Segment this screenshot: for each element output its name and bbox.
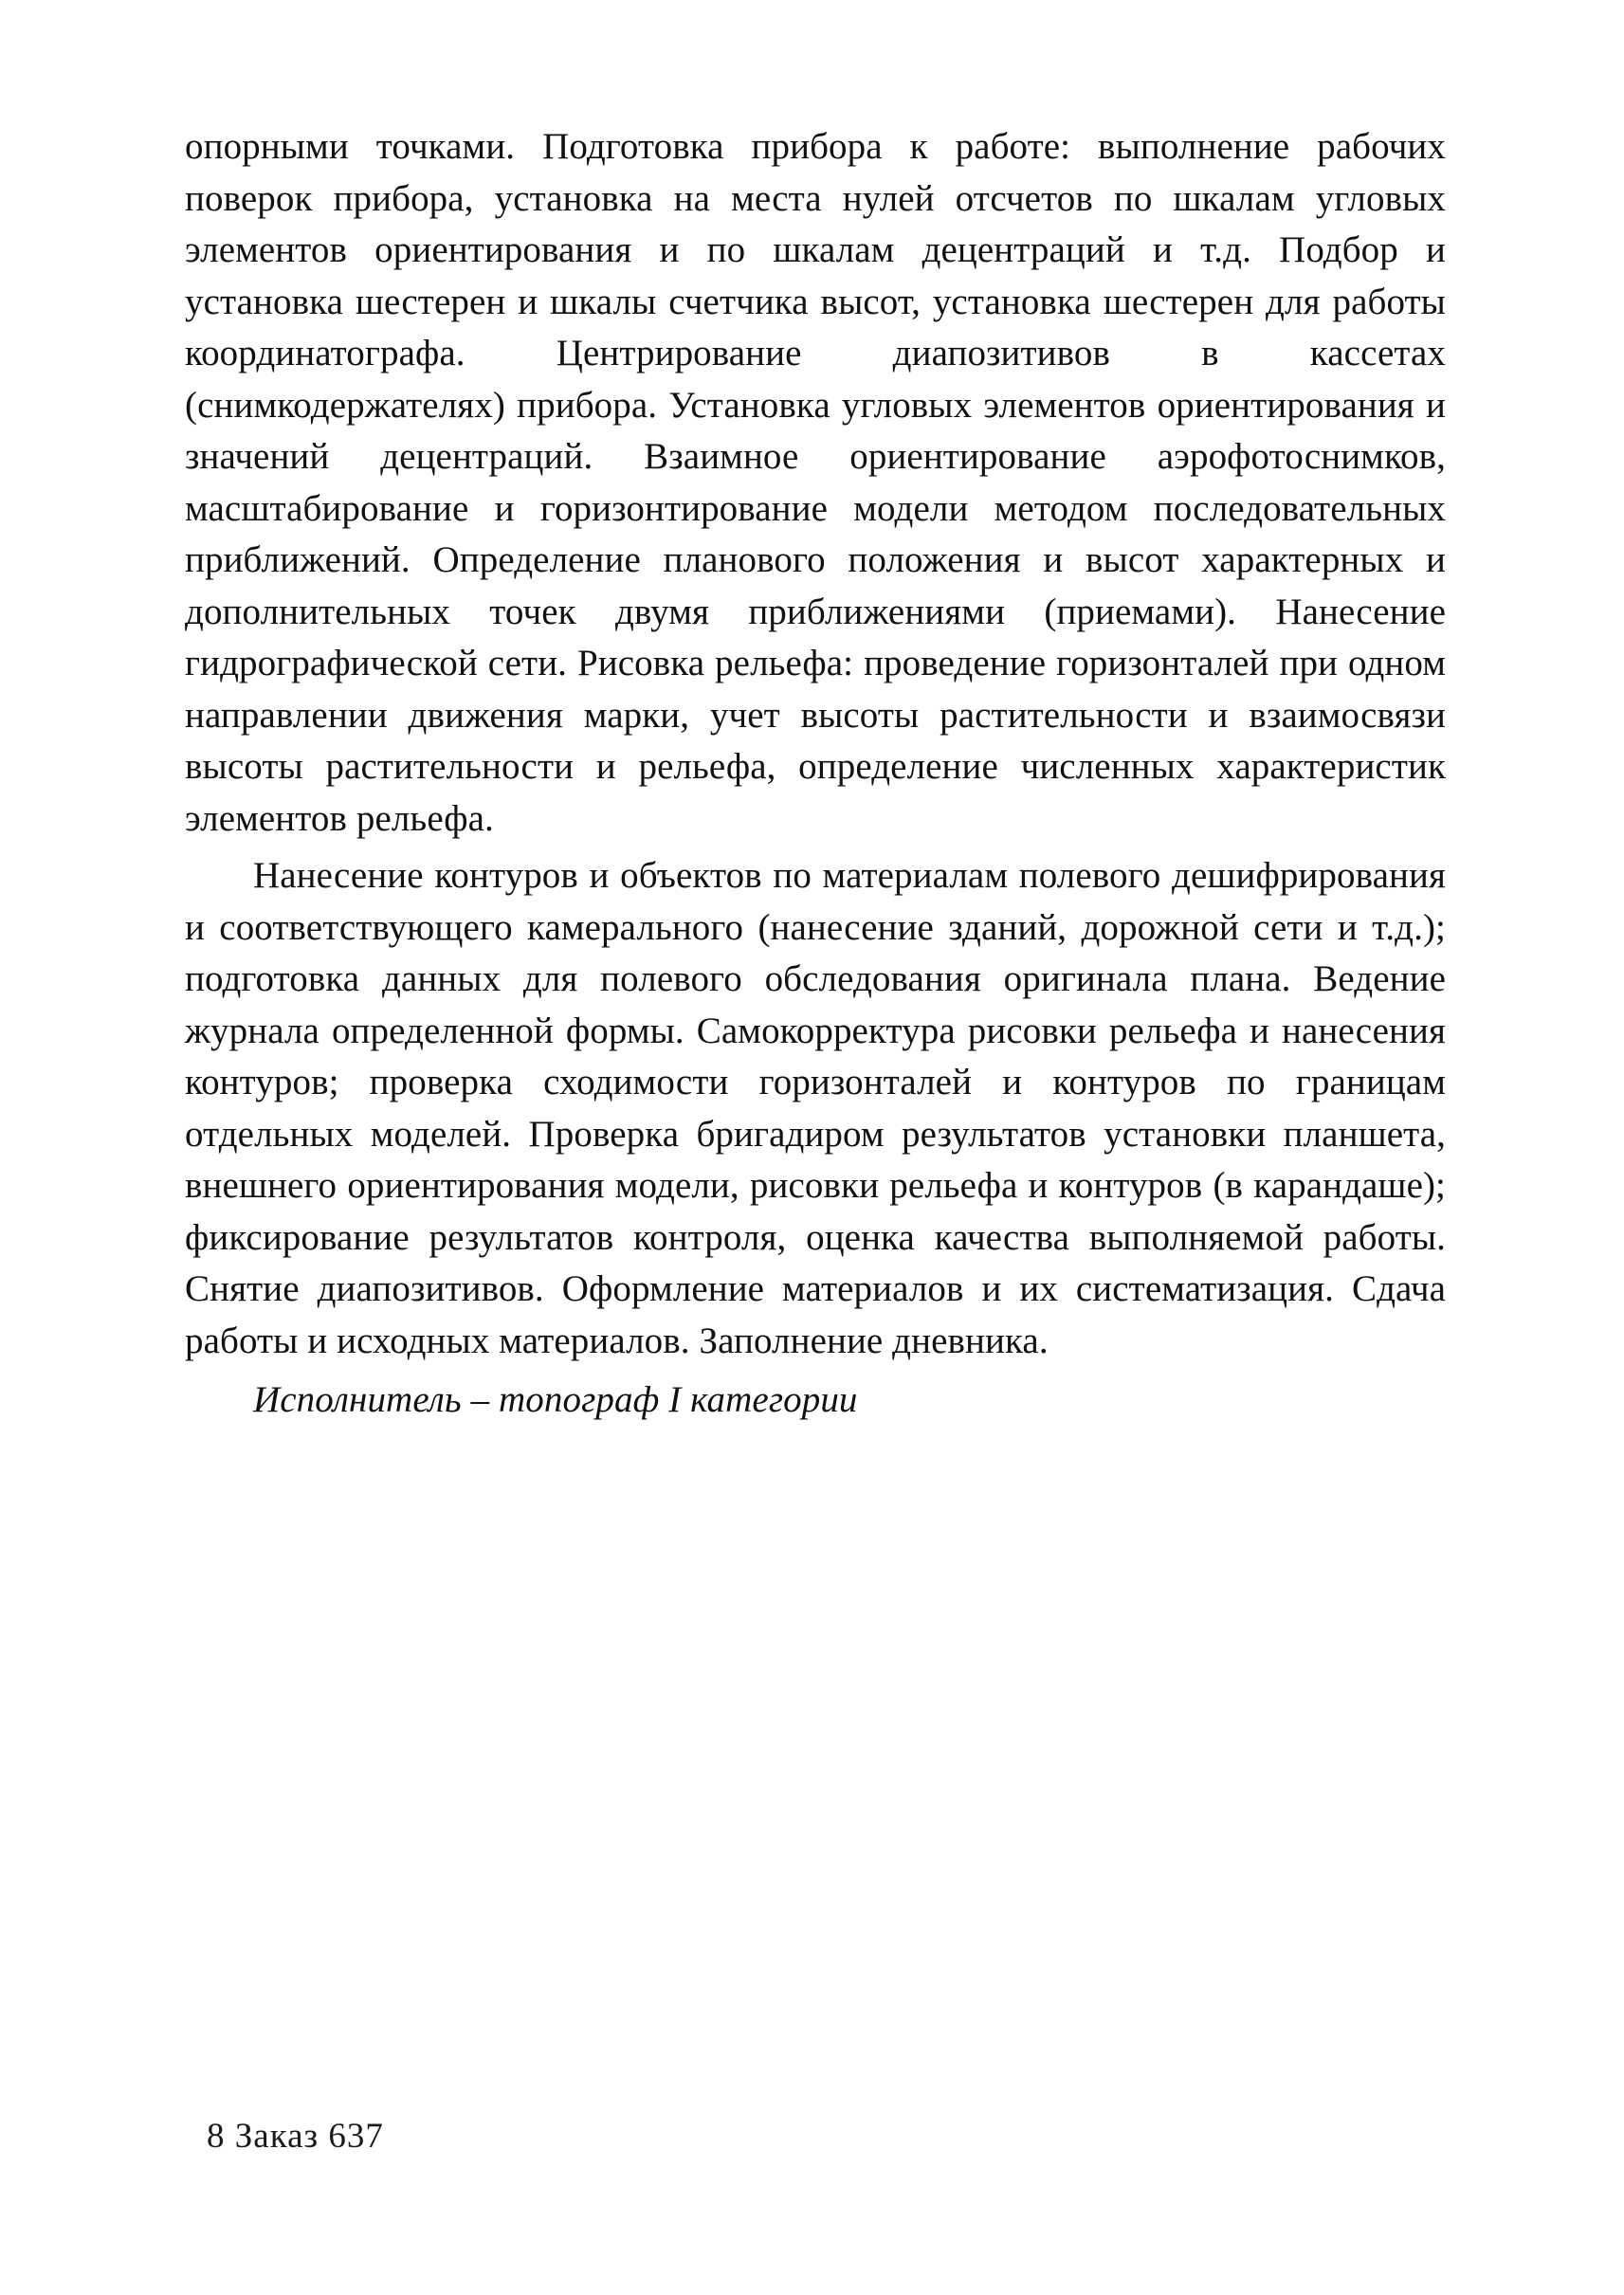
body-text [185, 121, 1446, 1427]
paragraph-contours: Нанесение контуров и объектов по материалам полевого дешифрирования и соответствующего камерального (нанесение зданий, дорожной сети и т.д.); подготовка данных для полевого обследования оригинала плана. Ведение журнала определенной формы. Самокорректура рисовки рельефа и нанесения контуров; проверка сходимости горизонталей и контуров по границам отдельных моделей. Проверка бригадиром результатов установки планшета, внешнего ориентирования модели, рисовки рельефа и контуров (в карандаше); фиксирование результатов контроля, оценка качества выполняемой работы. Снятие диапозитивов. Оформление материалов и их систематизация. Сдача работы и исходных материалов. Заполнение дневника. [185, 855, 1446, 1361]
paragraph-continued: опорными точками. Подготовка прибора к работе: выполнение рабочих поверок прибора, установка на места нулей отсчетов по шкалам угловых элементов ориентирования и по шкалам децентраций и т.д. Подбор и установка шестерен и шкалы счетчика высот, установка шестерен для работы координатографа. Центрирование диапозитивов в кассетах (снимкодержателях) прибора. Установка угловых элементов ориентирования и значений децентраций. Взаимное ориентирование аэрофотоснимков, масштабирование и горизонтирование модели методом последовательных приближений. Определение планового положения и высот характерных и дополнительных точек двумя приближениями (приемами). Нанесение гидрографической сети. Рисовка рельефа: проведение горизонталей при одном направлении движения марки, учет высоты растительности и взаимосвязи высоты растительности и рельефа, определение численных характеристик элементов рельефа. [185, 126, 1446, 839]
page-footer-signature: 8 Заказ 637 [207, 2117, 384, 2156]
performer-line: Исполнитель – топограф I категории [253, 1379, 858, 1420]
